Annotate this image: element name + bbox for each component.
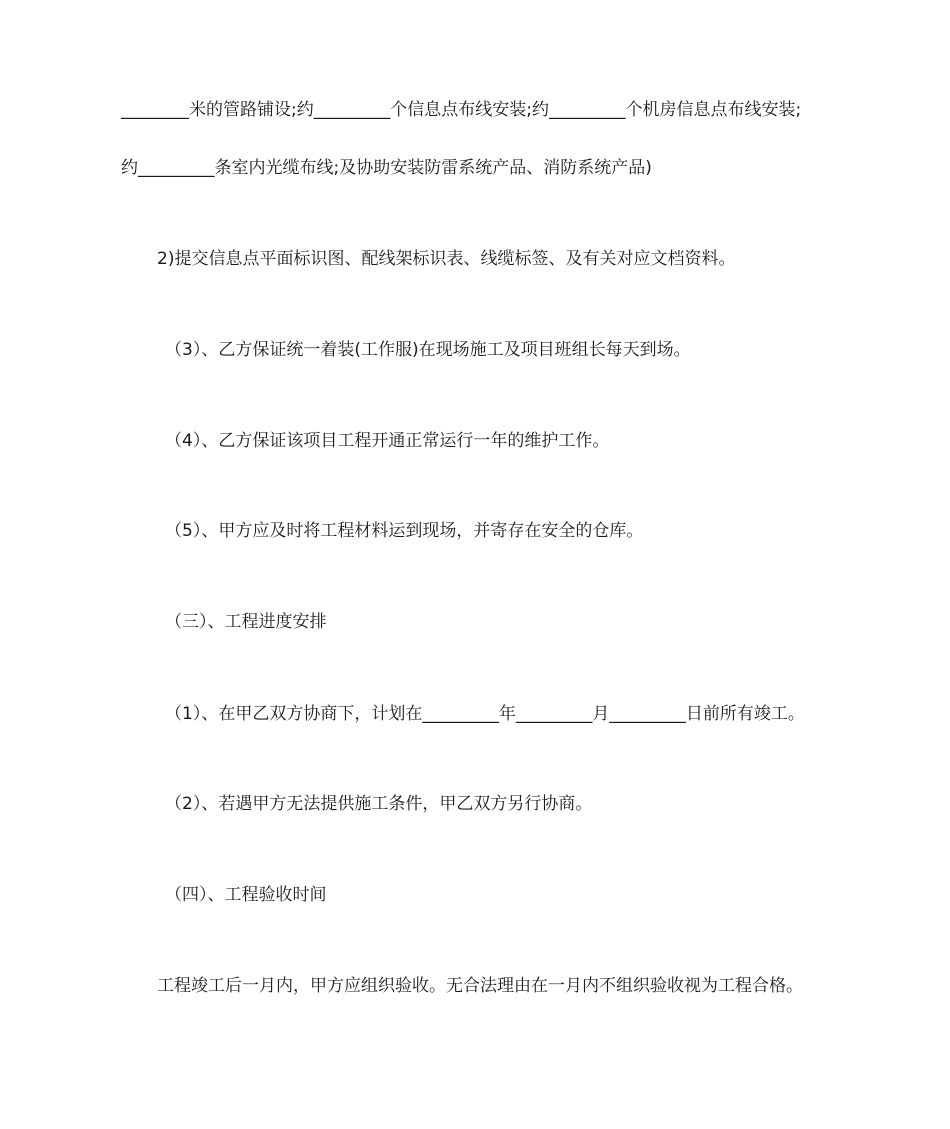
- clause-uniform-attire: （3）、乙方保证统一着装(工作服)在现场施工及项目班组长每天到场。: [165, 340, 691, 360]
- text-line-documentation: 2)提交信息点平面标识图、配线架标识表、线缆标签、及有关对应文档资料。: [157, 249, 736, 269]
- section-heading-schedule: （三）、工程进度安排: [165, 612, 327, 632]
- clause-maintenance: （4）、乙方保证该项目工程开通正常运行一年的维护工作。: [165, 431, 610, 451]
- text-line-pipe-wiring-quantities: ________米的管路铺设;约_________个信息点布线安装;约_________个机房信息点布线安装;: [121, 100, 802, 120]
- section-heading-acceptance: （四）、工程验收时间: [165, 885, 327, 905]
- clause-negotiation: （2）、若遇甲方无法提供施工条件，甲乙双方另行协商。: [165, 794, 593, 814]
- text-line-optical-cable: 约_________条室内光缆布线;及协助安装防雷系统产品、消防系统产品): [121, 158, 652, 178]
- paragraph-acceptance: 工程竣工后一月内，甲方应组织验收。无合法理由在一月内不组织验收视为工程合格。: [157, 976, 803, 996]
- clause-completion-date: （1）、在甲乙双方协商下，计划在_________年_________月_________日前所有竣工。: [165, 704, 805, 724]
- clause-materials: （5）、甲方应及时将工程材料运到现场，并寄存在安全的仓库。: [165, 521, 644, 541]
